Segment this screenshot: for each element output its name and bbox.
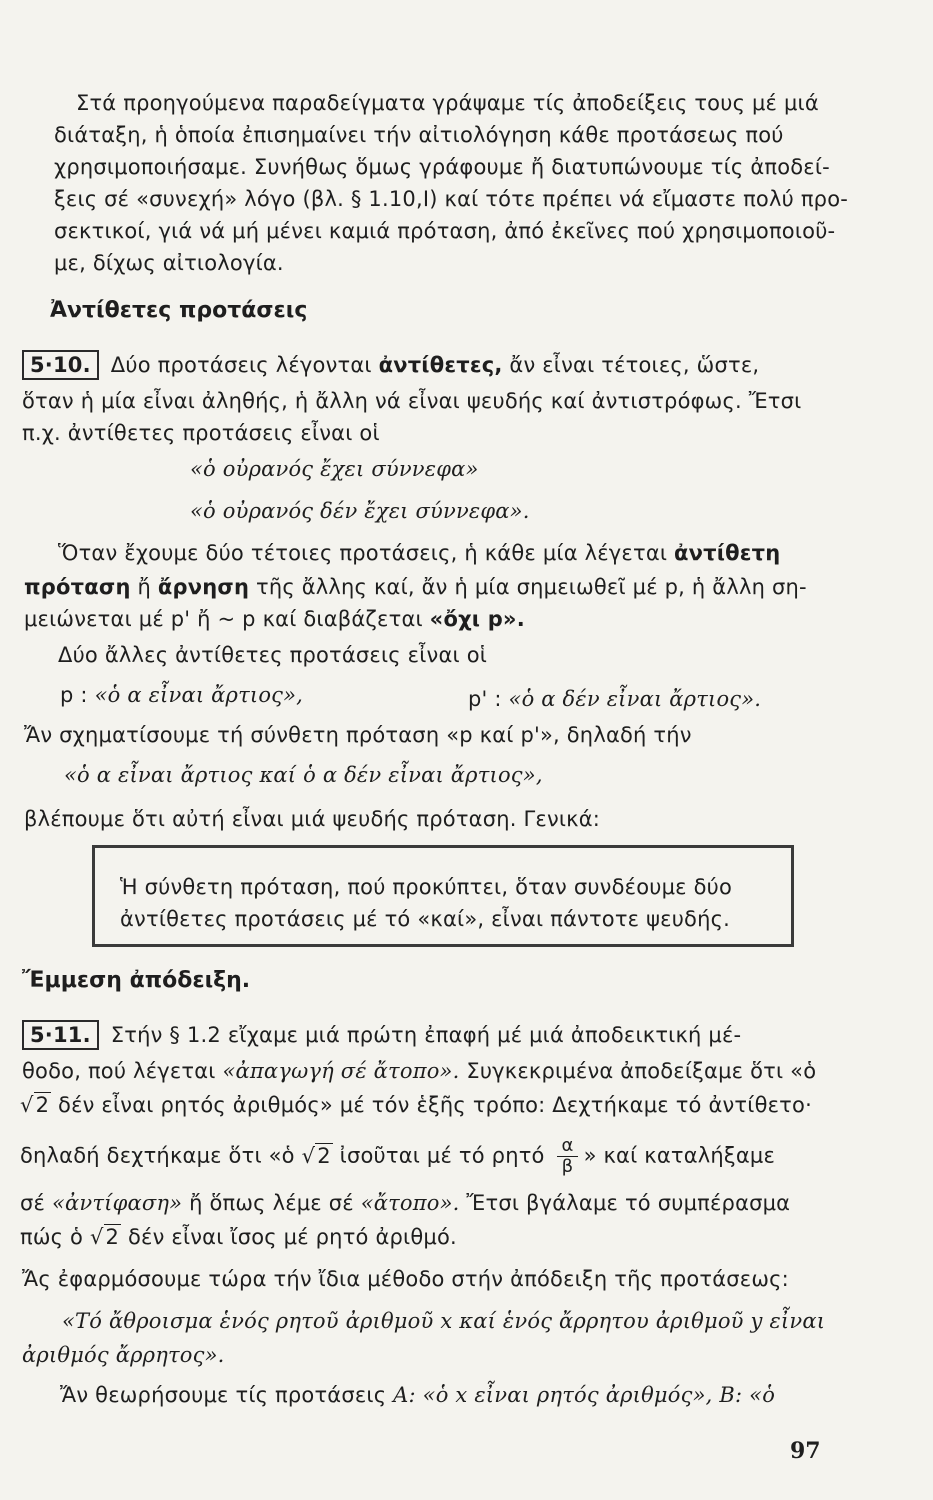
fraction-alpha-beta: $\frac{\alpha}{\beta}$ xyxy=(557,1136,577,1177)
text: ἤ ὅπως λέμε σέ xyxy=(182,1191,361,1215)
paragraph-line xyxy=(20,1188,790,1218)
paragraph-line xyxy=(24,572,807,602)
paragraph-line: βλέπουμε ὅτι αὐτή εἶναι μιά ψευδής πρόταση. Γενικά: xyxy=(24,807,601,831)
paragraph-line xyxy=(20,1136,775,1177)
text: Συγκεκριμένα ἀποδείξαμε ὅτι «ὁ xyxy=(459,1059,817,1083)
term-italic: «ἀντίφαση» xyxy=(51,1191,183,1215)
section-5-10-line xyxy=(22,350,759,380)
sqrt-2: √2 xyxy=(301,1143,331,1168)
text: «ὁ α εἶναι ἄρτιος», xyxy=(94,683,304,707)
text: δέν εἶναι ρητός ἀριθμός» μέ τόν ἑξῆς τρόπο: Δεχτήκαμε τό ἀντίθετο· xyxy=(51,1093,812,1117)
proposition-p-prime xyxy=(468,684,761,714)
sqrt-2: √2 xyxy=(89,1225,120,1249)
section-number: 5·10. xyxy=(22,350,99,380)
paragraph-line: με, δίχως αἰτιολογία. xyxy=(54,251,284,275)
text: «ὁ α δέν εἶναι ἄρτιος». xyxy=(508,687,762,711)
text: πώς ὁ xyxy=(20,1225,90,1249)
term-italic: «ὁ x εἶναι ρητός ἀριθμός», xyxy=(415,1383,713,1407)
text: μειώνεται μέ p' ἤ ~ p καί διαβάζεται xyxy=(24,607,430,631)
text: τῆς ἄλλης καί, ἄν ἡ μία σημειωθεῖ μέ p, ἡ ἄλλη ση- xyxy=(249,575,807,599)
paragraph-line xyxy=(20,1222,457,1252)
rule-text: ἀντίθετες προτάσεις μέ τό «καί», εἶναι πάντοτε ψευδής. xyxy=(120,907,731,931)
rule-text: Ἡ σύνθετη πρόταση, πού προκύπτει, ὅταν συνδέουμε δύο xyxy=(120,875,733,899)
paragraph-line: σεκτικοί, γιά νά μή μένει καμιά πρόταση, ἀπό ἐκεῖνες πού χρησιμοποιοῦ- xyxy=(54,219,836,243)
text: σέ xyxy=(20,1191,52,1215)
paragraph-line: Στά προηγούμενα παραδείγματα γράψαμε τίς ἀποδείξεις τους μέ μιά xyxy=(76,91,819,115)
term-bold: πρόταση xyxy=(24,575,131,599)
example-quote: «ὁ οὐρανός ἔχει σύννεφα» xyxy=(190,457,479,481)
text: Ἔτσι βγάλαμε τό συμπέρασμα xyxy=(459,1191,791,1215)
text: δηλαδή δεχτήκαμε ὅτι «ὁ xyxy=(20,1143,302,1168)
text: ἤ xyxy=(130,575,158,599)
text: Ἄν θεωρήσουμε τίς προτάσεις xyxy=(60,1383,394,1407)
paragraph-line: Ἄς ἐφαρμόσουμε τώρα τήν ἴδια μέθοδο στήν ἀπόδειξη τῆς προτάσεως: xyxy=(22,1267,789,1291)
paragraph-line: διάταξη, ἡ ὁποία ἐπισημαίνει τήν αἰτιολόγηση κάθε προτάσεως πού xyxy=(54,123,784,147)
term-italic: «ἄτοπο». xyxy=(360,1191,460,1215)
paragraph-line: Δύο ἄλλες ἀντίθετες προτάσεις εἶναι οἱ xyxy=(58,643,488,667)
paragraph-line: χρησιμοποιήσαμε. Συνήθως ὅμως γράφουμε ἤ διατυπώνουμε τίς ἀποδεί- xyxy=(54,155,830,179)
sqrt-2: √2 xyxy=(20,1093,50,1117)
text: θοδο, πού λέγεται xyxy=(22,1059,223,1083)
label: p' : xyxy=(468,687,509,711)
example-quote: «ὁ οὐρανός δέν ἔχει σύννεφα». xyxy=(190,499,530,523)
section-heading: Ἔμμεση ἀπόδειξη. xyxy=(22,968,251,993)
paragraph-line: ξεις σέ «συνεχή» λόγο (βλ. § 1.10,Ι) καί τότε πρέπει νά εἴμαστε πολύ προ- xyxy=(54,187,849,211)
example-quote: «ὁ α εἶναι ἄρτιος καί ὁ α δέν εἶναι ἄρτιος», xyxy=(64,763,543,787)
term-bold: «ὄχι p». xyxy=(429,607,525,631)
paragraph-line xyxy=(60,1380,775,1410)
paragraph-line xyxy=(22,1056,816,1086)
paragraph-line xyxy=(58,538,780,568)
term-italic: «ἀπαγωγή σέ ἄτοπο». xyxy=(222,1059,460,1083)
paragraph-line xyxy=(24,604,525,634)
term-bold: ἀντίθετες, xyxy=(378,353,503,377)
example-quote: «Τό ἄθροισμα ἑνός ρητοῦ ἀριθμοῦ x καί ἑνός ἄρρητου ἀριθμοῦ y εἶναι xyxy=(62,1309,826,1333)
paragraph-line xyxy=(20,1090,812,1120)
text: Ὅταν ἔχουμε δύο τέτοιες προτάσεις, ἡ κάθε μία λέγεται xyxy=(58,541,675,565)
page-number: 97 xyxy=(790,1438,821,1464)
proposition-p xyxy=(60,680,303,710)
term-bold: ἀντίθετη xyxy=(674,541,781,565)
text: ἰσοῦται μέ τό ρητό xyxy=(332,1143,552,1168)
term-italic: «ὁ xyxy=(742,1383,776,1407)
paragraph-line: Ἄν σχηματίσουμε τή σύνθετη πρόταση «p καί p'», δηλαδή τήν xyxy=(24,723,692,747)
term-bold: ἄρνηση xyxy=(157,575,250,599)
paragraph-line: ὅταν ἡ μία εἶναι ἀληθής, ἡ ἄλλη νά εἶναι ψευδής καί ἀντιστρόφως. Ἔτσι xyxy=(22,389,802,413)
paragraph-line: π.χ. ἀντίθετες προτάσεις εἶναι οἱ xyxy=(22,421,380,445)
symbol-B: B: xyxy=(712,1383,743,1407)
section-number: 5·11. xyxy=(22,1020,99,1050)
example-quote: ἀριθμός ἄρρητος». xyxy=(22,1343,225,1367)
text: Δύο προτάσεις λέγονται xyxy=(110,353,379,377)
symbol-A: A: xyxy=(393,1383,416,1407)
text: δέν εἶναι ἴσος μέ ρητό ἀριθμό. xyxy=(121,1225,457,1249)
label: p : xyxy=(60,683,95,707)
section-5-11-line xyxy=(22,1020,741,1050)
section-heading: Ἀντίθετες προτάσεις xyxy=(50,298,308,323)
text: ἄν εἶναι τέτοιες, ὥστε, xyxy=(502,353,760,377)
text: » καί καταλήξαμε xyxy=(583,1143,775,1168)
text: Στήν § 1.2 εἴχαμε μιά πρώτη ἐπαφή μέ μιά ἀποδεικτική μέ- xyxy=(110,1023,742,1047)
